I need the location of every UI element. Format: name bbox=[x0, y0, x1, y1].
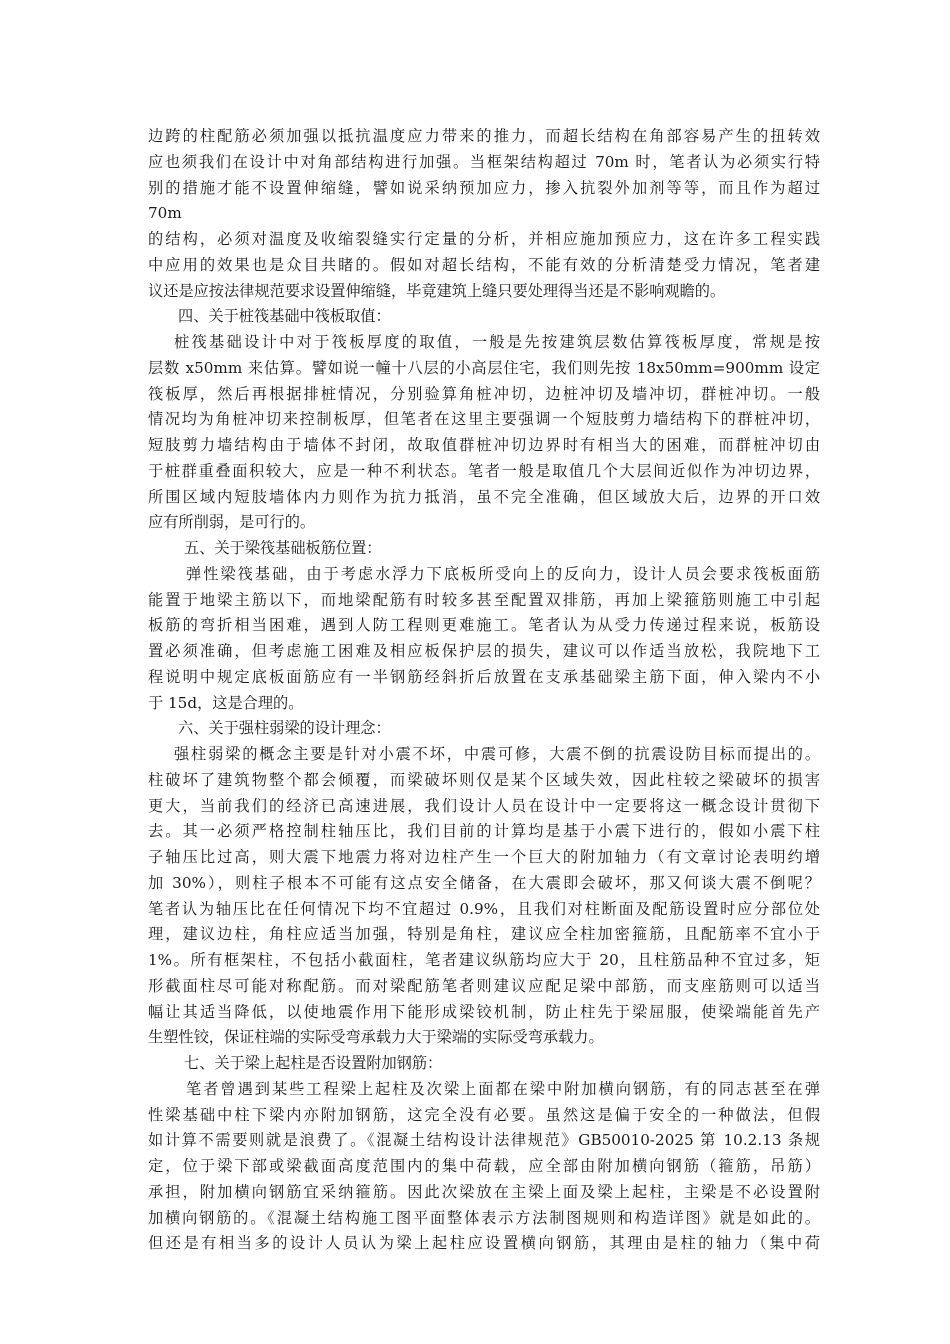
text-line: 筏板厚，然后再根据排桩情况，分别验算角桩冲切，边桩冲切及墙冲切，群桩冲切。一般 bbox=[148, 384, 820, 403]
text-line: 生塑性铰，保证柱端的实际受弯承载力大于梁端的实际受弯承载力。 bbox=[148, 1028, 604, 1047]
text-line: 短肢剪力墙结构由于墙体不封闭，故取值群桩冲切边界时有相当大的困难，而群桩冲切由 bbox=[148, 436, 820, 454]
text-line: 70m bbox=[148, 204, 182, 223]
text-line: 笔者认为轴压比在任何情况下均不宜超过 0.9%，且我们对柱断面及配筋设置时应分部位处 bbox=[148, 899, 820, 918]
text-line: 更大，当前我们的经济已高速进展，我们设计人员在设计中一定要将这一概念设计贯彻下 bbox=[148, 796, 820, 815]
section-heading: 四、关于桩筏基础中筏板取值： bbox=[178, 307, 391, 326]
text-line: 承担，附加横向钢筋宜采纳箍筋。因此次梁放在主梁上面及梁上起柱，主梁是不必设置附 bbox=[148, 1182, 820, 1201]
text-line: 板筋的弯折相当困难，遇到人防工程则更难施工。笔者认为从受力传递过程来说，板筋设 bbox=[148, 616, 820, 635]
document-body bbox=[148, 124, 820, 1257]
text-line: 置必须准确，但考虑施工困难及相应板保护层的损失，建议可以作适当放松，我院地下工 bbox=[148, 642, 820, 660]
text-line: 性梁基础中柱下梁内亦附加钢筋，这完全没有必要。虽然这是偏于安全的一种做法，但假 bbox=[148, 1105, 820, 1124]
text-line: 能置于地梁主筋以下，而地梁配筋有时较多甚至配置双排筋，再加上梁箍筋则施工中引起 bbox=[148, 590, 820, 609]
text-line: 应也须我们在设计中对角部结构进行加强。当框架结构超过 70m 时，笔者认为必须实行特 bbox=[148, 152, 820, 171]
text-line: 去。其一必须严格控制柱轴压比，我们目前的计算均是基于小震下进行的，假如小震下柱 bbox=[148, 822, 820, 841]
text-line: 议还是应按法律规范要求设置伸缩缝，毕竟建筑上缝只要处理得当还是不影响观瞻的。 bbox=[148, 281, 726, 300]
text-line: 的结构，必须对温度及收缩裂缝实行定量的分析，并相应施加预应力，这在许多工程实践 bbox=[148, 230, 820, 248]
text-line: 1%。所有框架柱，不包括小截面柱，笔者建议纵筋均应大于 20，且柱筋品种不宜过多，矩 bbox=[148, 951, 820, 969]
text-line: 应有所削弱，是可行的。 bbox=[148, 513, 316, 532]
section-heading: 七、关于梁上起柱是否设置附加钢筋： bbox=[184, 1054, 443, 1072]
text-line: 柱破坏了建筑物整个都会倾覆，而梁破坏则仅是某个区域失效，因此柱较之梁破坏的损害 bbox=[148, 770, 820, 789]
section-heading: 五、关于梁筏基础板筋位置： bbox=[184, 539, 382, 557]
text-line: 情况均为角桩冲切来控制板厚，但笔者在这里主要强调一个短肢剪力墙结构下的群桩冲切， bbox=[148, 410, 820, 429]
text-line: 所围区域内短肢墙体内力则作为抗力抵消，虽不完全准确，但区域放大后，边界的开口效 bbox=[148, 487, 820, 506]
text-line: 子轴压比过高，则大震下地震力将对边柱产生一个巨大的附加轴力（有文章讨论表明约增 bbox=[148, 848, 820, 866]
text-line: 幅让其适当降低，以使地震作用下能形成梁铰机制，防止柱先于梁屈服，使梁端能首先产 bbox=[148, 1002, 820, 1021]
text-line: 层数 x50mm 来估算。譬如说一幢十八层的小高层住宅，我们则先按 18x50mm=900mm 设定 bbox=[148, 358, 820, 377]
text-line: 程说明中规定底板面筋应有一半钢筋经斜折后放置在支承基础梁主筋下面，伸入梁内不小 bbox=[148, 667, 820, 686]
text-line: 形截面柱尽可能对称配筋。而对梁配筋笔者则建议应配足梁中部筋，而支座筋则可以适当 bbox=[148, 976, 820, 995]
text-line: 别的措施才能不设置伸缩缝，譬如说采纳预加应力，掺入抗裂外加剂等等，而且作为超过 bbox=[148, 178, 820, 197]
text-line: 笔者曾遇到某些工程梁上起柱及次梁上面都在梁中附加横向钢筋，有的同志甚至在弹 bbox=[186, 1079, 820, 1098]
text-line: 弹性梁筏基础，由于考虑水浮力下底板所受向上的反向力，设计人员会要求筏板面筋 bbox=[186, 564, 820, 583]
text-line: 于 15d，这是合理的。 bbox=[148, 693, 304, 712]
text-line: 理，建议边柱，角柱应适当加强，特别是角柱，建议应全柱加密箍筋，且配筋率不宜小于 bbox=[148, 925, 820, 944]
text-line: 于桩群重叠面积较大，应是一种不利状态。笔者一般是取值几个大层间近似作为冲切边界， bbox=[148, 461, 820, 480]
section-heading: 六、关于强柱弱梁的设计理念： bbox=[178, 719, 391, 738]
text-line: 如计算不需要则就是浪费了。《混凝土结构设计法律规范》GB50010-2025 第 10.2.13 条规 bbox=[148, 1131, 820, 1150]
text-line: 定，位于梁下部或梁截面高度范围内的集中荷载，应全部由附加横向钢筋（箍筋，吊筋） bbox=[148, 1157, 820, 1175]
text-line: 边跨的柱配筋必须加强以抵抗温度应力带来的推力，而超长结构在角部容易产生的扭转效 bbox=[148, 127, 820, 145]
text-line: 加横向钢筋的。《混凝土结构施工图平面整体表示方法制图规则和构造详图》就是如此的。 bbox=[148, 1208, 820, 1227]
text-line: 桩筏基础设计中对于筏板厚度的取值，一般是先按建筑层数估算筏板厚度，常规是按 bbox=[174, 333, 820, 351]
text-line: 强柱弱梁的概念主要是针对小震不坏，中震可修，大震不倒的抗震设防目标而提出的。 bbox=[174, 745, 820, 763]
text-line: 中应用的效果也是众目共睹的。假如对超长结构，不能有效的分析清楚受力情况，笔者建 bbox=[148, 255, 820, 274]
text-line: 加 30%），则柱子根本不可能有这点安全储备，在大震即会破坏，那又何谈大震不倒呢？ bbox=[148, 873, 820, 892]
text-line: 但还是有相当多的设计人员认为梁上起柱应设置横向钢筋，其理由是柱的轴力（集中荷 bbox=[148, 1234, 820, 1253]
